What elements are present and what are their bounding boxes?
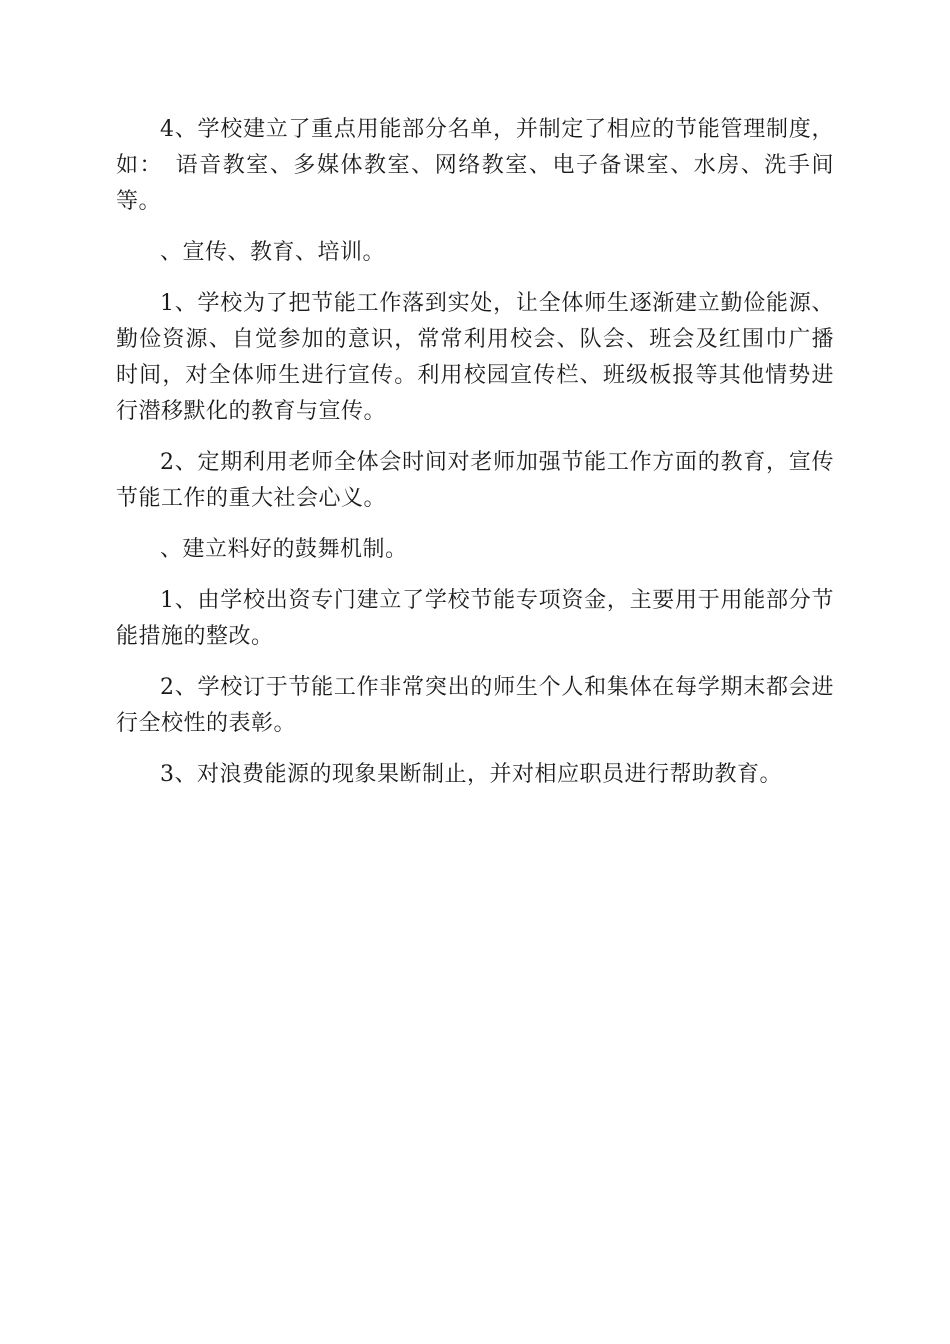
paragraph-item-2-commendation: 2、学校订于节能工作非常突出的师生个人和集体在每学期末都会进行全校性的表彰。 xyxy=(116,675,834,736)
paragraph-item-2-teacher-education: 2、定期利用老师全体会时间对老师加强节能工作方面的教育，宣传节能工作的重大社会心义。 xyxy=(116,450,834,511)
paragraph-item-1-awareness: 1、学校为了把节能工作落到实处，让全体师生逐渐建立勤俭能源、勤俭资源、自觉参加的意识，常常利用校会、队会、班会及红围巾广播时间，对全体师生进行宣传。利用校园宣传栏、班级板报等其他情势进行潜移默化的教育与宣传。 xyxy=(116,291,834,424)
paragraph-item-1-funding: 1、由学校出资专门建立了学校节能专项资金，主要用于用能部分节能措施的整改。 xyxy=(116,588,834,649)
document-body xyxy=(116,112,834,808)
section-heading-incentive: 、建立料好的鼓舞机制。 xyxy=(160,537,408,562)
paragraph-item-3-waste-stop: 3、对浪费能源的现象果断制止，并对相应职员进行帮助教育。 xyxy=(160,762,782,787)
section-heading-publicity: 、宣传、教育、培训。 xyxy=(160,240,386,265)
paragraph-item-4-key-departments: 4、学校建立了重点用能部分名单，并制定了相应的节能管理制度，如： 语音教室、多媒体教室、网络教室、电子备课室、水房、洗手间等。 xyxy=(116,117,834,214)
